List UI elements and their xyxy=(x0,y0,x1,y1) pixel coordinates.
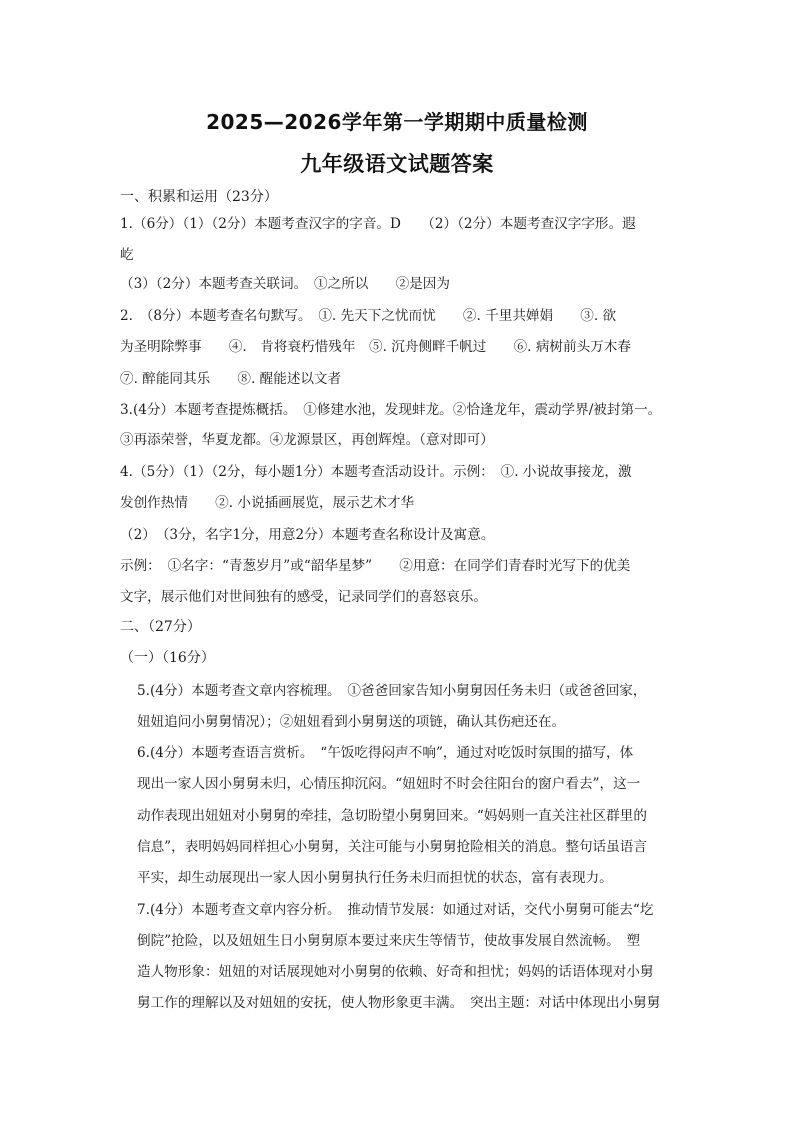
text-line: 平实，却生动展现出一家人因小舅舅执行任务未归而担忧的状态，富有表现力。 xyxy=(137,870,613,886)
text-line: 倒院”抢险，以及妞妞生日小舅舅原本要过来庆生等情节，使故事发展自然流畅。 塑 xyxy=(137,933,641,949)
text-line: 为圣明除弊事 ④. 肯将衰朽惜残年 ⑤. 沉舟侧畔千帆过 ⑥. 病树前头万木春 xyxy=(120,339,631,355)
text-line: 信息”，表明妈妈同样担心小舅舅，关注可能与小舅舅抢险相关的消息。整句话虽语言 xyxy=(137,839,647,855)
text-line: 妞妞追问小舅舅情况）；②妞妞看到小舅舅送的项链，确认其伤疤还在。 xyxy=(137,714,566,730)
text-line: 发创作热情 ②. 小说插画展览，展示艺术才华 xyxy=(120,495,415,511)
text-line: 5.(4分）本题考查文章内容梳理。 ①爸爸回家告知小舅舅因任务未归（或爸爸回家， xyxy=(137,683,647,699)
subsection-heading: （一）（16分） xyxy=(120,650,215,666)
text-line: 6.(4分）本题考查语言赏析。 “午饭吃得闷声不响”，通过对吃饭时氛围的描写，体 xyxy=(137,745,634,761)
text-line: 现出一家人因小舅舅未归，心情压抑沉闷。“妞妞时不时会往阳台的窗户看去”，这一 xyxy=(137,776,641,792)
text-line: 示例： ①名字：“青葱岁月”或“韶华星梦” ②用意：在同学们青春时光写下的优美 xyxy=(120,558,631,574)
text-line: 3.(4分）本题考查提炼概括。 ①修建水池，发现蚌龙。②恰逢龙年，震动学界/被封第一。 xyxy=(120,402,662,418)
text-line: （3）（2分）本题考查关联词。 ①之所以 ②是因为 xyxy=(120,276,450,292)
text-line: 舅工作的理解以及对妞妞的安抚，使人物形象更丰满。 突出主题：对话中体现出小舅舅 xyxy=(137,995,661,1011)
section-heading: 二、（27分） xyxy=(120,619,201,635)
text-line: 2. （8分）本题考查名句默写。 ①. 先天下之忧而忧 ②. 千里共婵娟 ③. 欲 xyxy=(120,308,617,324)
text-line: 动作表现出妞妞对小舅舅的牵挂，急切盼望小舅舅回来。“妈妈则一直关注社区群里的 xyxy=(137,808,647,824)
page-title: 2025—2026学年第一学期期中质量检测 xyxy=(206,110,588,134)
text-line: 7.(4分）本题考查文章内容分析。 推动情节发展：如通过对话，交代小舅舅可能去“圪 xyxy=(137,902,654,918)
text-line: 造人物形象：妞妞的对话展现她对小舅舅的依赖、好奇和担忧；妈妈的话语体现对小舅 xyxy=(137,964,654,980)
section-heading: 一、积累和运用（23分） xyxy=(120,189,278,205)
text-line: 文字，展示他们对世间独有的感受，记录同学们的喜怒哀乐。 xyxy=(120,589,488,605)
text-line: 4.（5分）（1）（2分，每小题1分）本题考查活动设计。示例： ①. 小说故事接龙，激 xyxy=(120,464,632,480)
text-line: （2） （3分，名字1分，用意2分）本题考查名称设计及寓意。 xyxy=(120,527,495,543)
text-line: ③再添荣誉，华夏龙都。④龙源景区，再创辉煌。（意对即可） xyxy=(120,432,494,448)
text-line: 1.（6分）（1）（2分）本题考查汉字的字音。D （2）（2分）本题考查汉字字形。遐 xyxy=(120,216,636,232)
text-line: ⑦. 醉能同其乐 ⑧. 醒能述以文者 xyxy=(120,371,342,387)
text-line: 屹 xyxy=(120,247,134,263)
page-subtitle: 九年级语文试题答案 xyxy=(300,152,494,176)
